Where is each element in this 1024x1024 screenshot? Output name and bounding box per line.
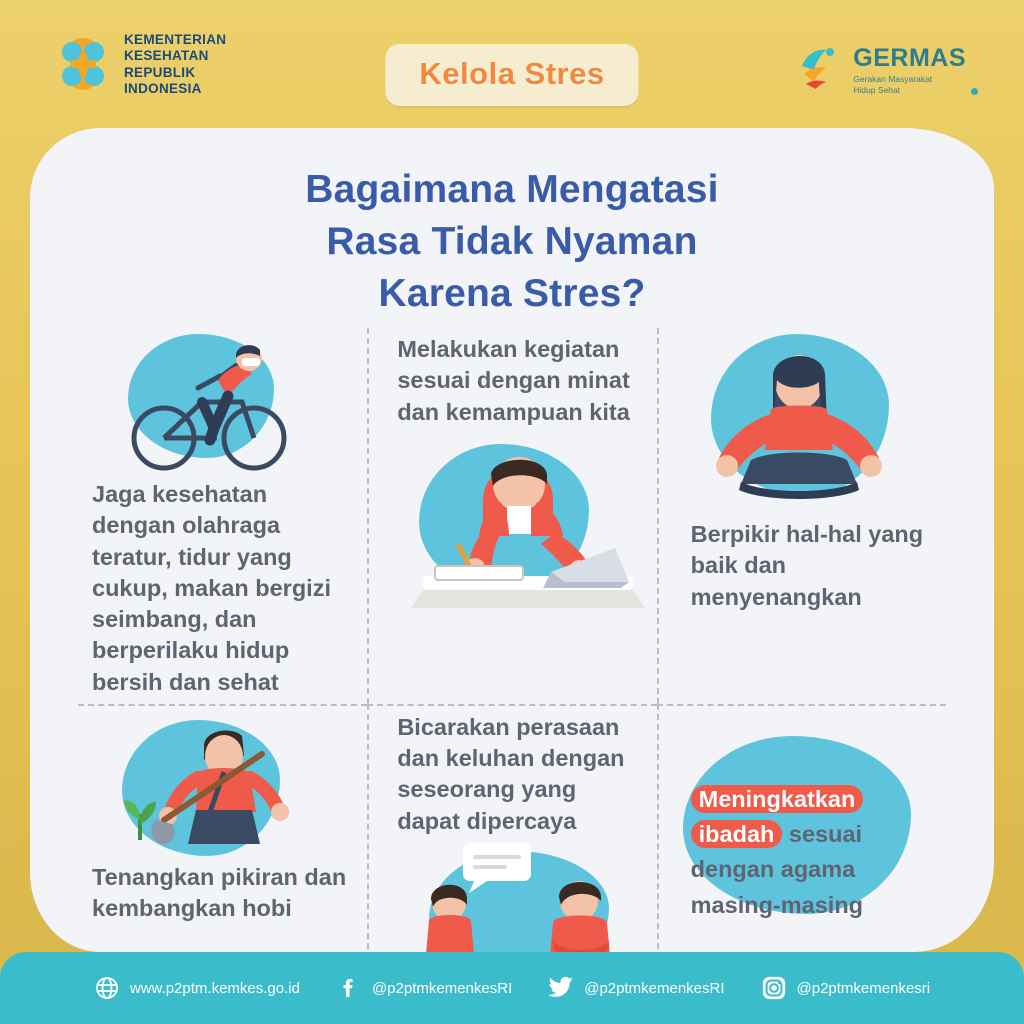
footer-twitter-label: @p2ptmkemenkesRI: [584, 979, 725, 997]
page-title-line-1: Bagaimana Mengatasi: [305, 168, 719, 211]
cyclist-illustration: [92, 334, 353, 479]
tip-text-ibadah: [691, 782, 911, 923]
footer-social-bar: [0, 952, 1024, 1024]
twitter-icon: [548, 975, 574, 1001]
tip-card-berpikir-positif: [657, 328, 946, 704]
globe-icon: [94, 975, 120, 1001]
germas-title: GERMAS: [853, 44, 966, 72]
ministry-line-2: KESEHATAN: [124, 48, 209, 64]
tip-text-bicara: Bicarakan perasaan dan keluhan dengan seseorang yang dapat dipercaya: [397, 713, 625, 834]
tip-text-ibadah-highlight: Meningkatkan ibadah: [691, 785, 864, 848]
kemenkes-logo-icon: [54, 34, 112, 96]
footer-instagram[interactable]: [743, 975, 949, 1001]
topic-badge-label: Kelola Stres: [419, 56, 605, 91]
instagram-icon: [761, 975, 787, 1001]
kemenkes-logo-text: [124, 32, 226, 98]
tips-grid: [78, 328, 946, 928]
germas-dot-icon: [971, 88, 978, 95]
kemenkes-logo: [54, 32, 226, 98]
footer-facebook[interactable]: [318, 975, 530, 1001]
tip-text-ibadah-rest: sesuai dengan agama masing-masing: [690, 821, 864, 918]
ministry-line-3: REPUBLIK: [124, 64, 196, 80]
header: [0, 0, 1024, 128]
tip-text-hobi: Tenangkan pikiran dan kembangkan hobi: [92, 863, 347, 921]
tip-card-minat: [367, 328, 656, 704]
footer-website[interactable]: [76, 975, 318, 1001]
ministry-line-1: KEMENTERIAN: [124, 32, 227, 47]
tip-text-berpikir-positif: Berpikir hal-hal yang baik dan menyenangkan: [690, 521, 924, 610]
tip-card-olahraga: [78, 328, 367, 704]
gardening-person-illustration: [92, 712, 353, 862]
page-title-line-2: Rasa Tidak Nyaman: [326, 219, 698, 263]
germas-icon: [796, 44, 844, 90]
facebook-icon: [336, 975, 362, 1001]
ministry-line-4: INDONESIA: [124, 81, 202, 97]
footer-website-label: www.p2ptm.kemkes.go.id: [129, 979, 300, 997]
student-studying-illustration: [383, 440, 642, 640]
tip-text-olahraga: Jaga kesehatan dengan olahraga teratur, tidur yang cukup, makan bergizi seimbang, dan berperilaku hidup bersih dan sehat: [92, 481, 331, 695]
meditating-woman-illustration: [673, 334, 932, 519]
tip-text-minat: Melakukan kegiatan sesuai dengan minat dan kemampuan kita: [397, 336, 630, 425]
germas-logo: [796, 44, 966, 95]
content-card: [30, 128, 994, 952]
page-title-line-3: Karena Stres?: [378, 271, 646, 315]
footer-instagram-label: @p2ptmkemenkesri: [796, 979, 931, 997]
footer-twitter[interactable]: [530, 975, 742, 1001]
germas-subtitle: Gerakan Masyarakat Hidup Sehat: [853, 74, 933, 95]
topic-badge: [385, 44, 638, 106]
footer-facebook-label: @p2ptmkemenkesRI: [371, 979, 513, 997]
page-title: [30, 128, 994, 320]
